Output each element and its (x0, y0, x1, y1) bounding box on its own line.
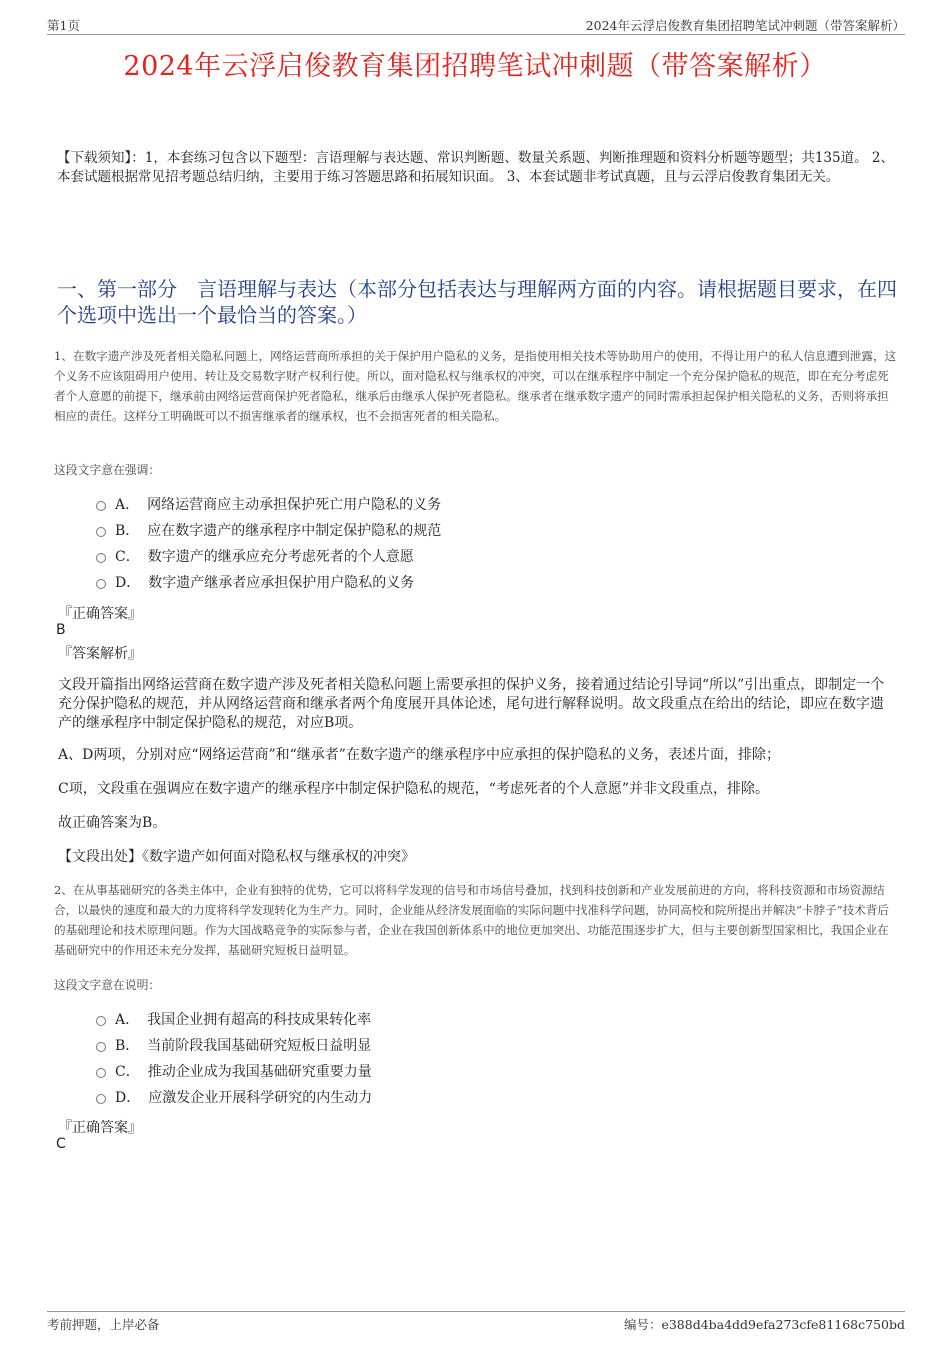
radio-icon[interactable] (96, 501, 106, 511)
q2-answer-label: 『正确答案』 (58, 1120, 142, 1136)
q1-option-d[interactable]: D． 数字遗产继承者应承担保护用户隐私的义务 (96, 572, 414, 594)
header-doc-title: 2024年云浮启俊教育集团招聘笔试冲刺题（带答案解析） (585, 18, 905, 33)
section-title: 一、第一部分 言语理解与表达（本部分包括表达与理解两方面的内容。请根据题目要求，在四个选项中选出一个最恰当的答案。） (57, 277, 897, 327)
q1-analysis-paragraph: C项，文段重在强调应在数字遗产的继承程序中制定保护隐私的规范，“考虑死者的个人意愿”并非文段重点，排除。 (58, 781, 770, 797)
q1-analysis-paragraph: 故正确答案为B。 (58, 815, 167, 831)
q1-option-b[interactable]: B． 应在数字遗产的继承程序中制定保护隐私的规范 (96, 520, 441, 542)
radio-icon[interactable] (96, 1016, 106, 1026)
question-1-text: 1、在数字遗产涉及死者相关隐私问题上，网络运营商所承担的关于保护用户隐私的义务，是指使用相关技术等协助用户的使用，不得让用户的私人信息遭到泄露，这个义务不应该阻碍用户使用、转让及交易数字财产权利行使。所以，面对隐私权与继承权的冲突，可以在继承程序中制定一个充分保护隐私的规范，即在充分考虑死者个人意愿的前提下，继承前由网络运营商保护死者隐私，继承后由继承人保护死者隐私。继承者在继承数字遗产的同时需承担起保护相关隐私的义务，否则将承担相应的责任。这样分工明确既可以不损害继承者的继承权，也不会损害死者的相关隐私。 (54, 349, 897, 423)
q1-analysis-label: 『答案解析』 (58, 646, 142, 662)
q1-answer-label: 『正确答案』 (58, 606, 142, 622)
page-footer (47, 1311, 905, 1332)
q2-answer: C (56, 1136, 66, 1152)
q2-option-a[interactable]: A． 我国企业拥有超高的科技成果转化率 (96, 1009, 371, 1031)
q2-option-d[interactable]: D． 应激发企业开展科学研究的内生动力 (96, 1087, 372, 1109)
q2-option-c[interactable]: C． 推动企业成为我国基础研究重要力量 (96, 1061, 372, 1083)
document-title: 2024年云浮启俊教育集团招聘笔试冲刺题（带答案解析） (123, 51, 827, 82)
radio-icon[interactable] (96, 553, 106, 563)
q1-answer: B (56, 622, 66, 638)
q1-option-a[interactable]: A． 网络运营商应主动承担保护死亡用户隐私的义务 (96, 494, 441, 516)
footer-slogan: 考前押题，上岸必备 (47, 1317, 160, 1332)
q2-option-b[interactable]: B． 当前阶段我国基础研究短板日益明显 (96, 1035, 371, 1057)
download-notice: 【下载须知】：1，本套练习包含以下题型：言语理解与表达题、常识判断题、数量关系题、判断推理题和资料分析题等题型；共135道。 2、本套试题根据常见招考题总结归纳，主要用于练习答题思路和拓展知识面。 3、本套试题非考试真题，且与云浮启俊教育集团无关。 (57, 150, 894, 185)
q1-analysis-paragraph: 文段开篇指出网络运营商在数字遗产涉及死者相关隐私问题上需要承担的保护义务，接着通过结论引导词“所以”引出重点，即制定一个充分保护隐私的规范，并从网络运营商和继承者两个角度展开具体论述，尾句进行解释说明。故文段重点在给出的结论，即应在数字遗产的继承程序中制定保护隐私的规范，对应B项。 (58, 677, 885, 731)
radio-icon[interactable] (96, 1042, 106, 1052)
question-2-text: 2、在从事基础研究的各类主体中，企业有独特的优势，它可以将科学发现的信号和市场信号叠加，找到科技创新和产业发展前进的方向，将科技资源和市场资源结合，以最快的速度和最大的力度将科学发现转化为生产力。同时，企业能从经济发展面临的实际问题中找准科学问题，协同高校和院所提出并解决“卡脖子”技术背后的基础理论和技术原理问题。作为大国战略竞争的实际参与者，企业在我国创新体系中的地位更加突出、功能范围逐步扩大，但与主要创新型国家相比，我国企业在基础研究中的作用还未充分发挥，基础研究短板日益明显。 (54, 883, 890, 957)
question-1-prompt: 这段文字意在强调： (54, 463, 161, 477)
page-number: 第1页 (47, 18, 80, 33)
radio-icon[interactable] (96, 579, 106, 589)
page-header (47, 14, 905, 35)
radio-icon[interactable] (96, 1094, 106, 1104)
footer-serial: 编号：e388d4ba4dd9efa273cfe81168c750bd (623, 1317, 905, 1332)
question-2-prompt: 这段文字意在说明： (54, 978, 161, 992)
radio-icon[interactable] (96, 527, 106, 537)
q1-analysis-paragraph: A、D两项，分别对应“网络运营商”和“继承者”在数字遗产的继承程序中应承担的保护隐私的义务，表述片面，排除； (58, 747, 780, 763)
radio-icon[interactable] (96, 1068, 106, 1078)
q1-source: 【文段出处】《数字遗产如何面对隐私权与继承权的冲突》 (58, 849, 415, 865)
q1-option-c[interactable]: C． 数字遗产的继承应充分考虑死者的个人意愿 (96, 546, 414, 568)
